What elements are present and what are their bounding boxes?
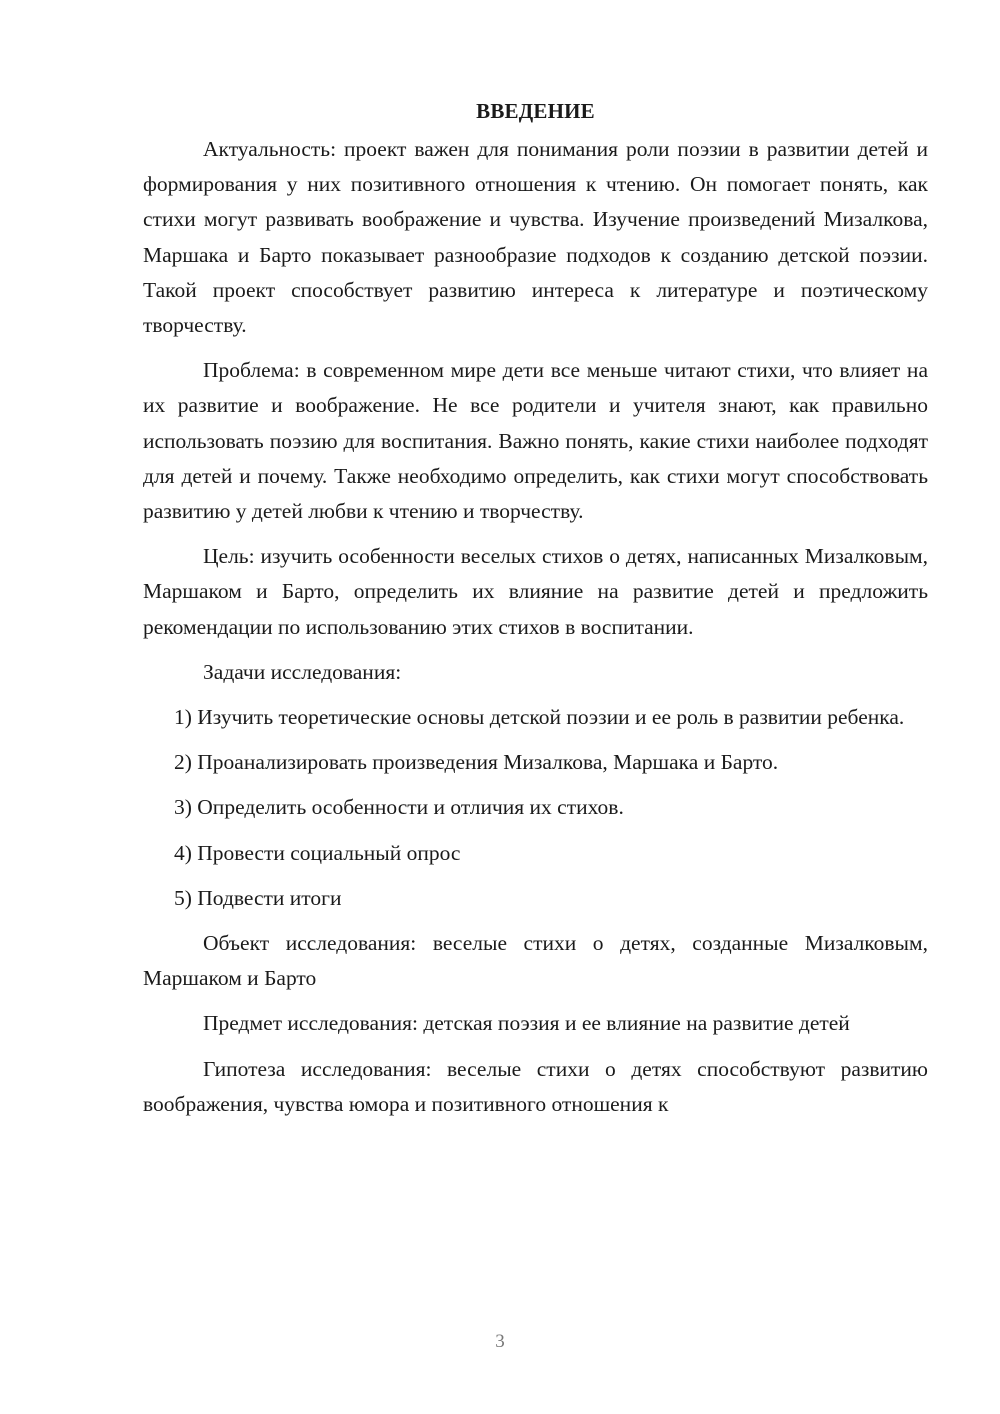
tasks-heading: Задачи исследования: <box>203 659 402 684</box>
task-item-2: 2) Проанализировать произведения Мизалкова, Маршака и Барто. <box>174 750 779 775</box>
task-item-3: 3) Определить особенности и отличия их стихов. <box>174 795 624 820</box>
problem-paragraph: Проблема: в современном мире дети все меньше читают стихи, что влияет на их развитие и воображение. Не все родители и учителя знают, как правильно использовать поэзию для воспитания. Важно понять, какие стихи наиболее подходят для детей и почему. Также необходимо определить, как стихи могут способствовать развитию у детей любви к чтению и творчеству. <box>143 358 928 524</box>
object-paragraph: Объект исследования: веселые стихи о детях, созданные Мизалковым, Маршаком и Барто <box>143 931 928 991</box>
subject-paragraph: Предмет исследования: детская поэзия и ее влияние на развитие детей <box>203 1011 850 1036</box>
relevance-paragraph: Актуальность: проект важен для понимания роли поэзии в развитии детей и формирования у них позитивного отношения к чтению. Он помогает понять, как стихи могут развивать воображение и чувства. Изучение произведений Мизалкова, Маршака и Барто показывает разнообразие подходов к созданию детской поэзии. Такой проект способствует развитию интереса к литературе и поэтическому творчеству. <box>143 137 928 338</box>
section-title: ВВЕДЕНИЕ <box>476 99 595 123</box>
hypothesis-paragraph: Гипотеза исследования: веселые стихи о детях способствуют развитию воображения, чувства юмора и позитивного отношения к <box>143 1056 928 1116</box>
task-item-4: 4) Провести социальный опрос <box>174 840 461 865</box>
task-item-1: 1) Изучить теоретические основы детской поэзии и ее роль в развитии ребенка. <box>174 705 905 730</box>
document-page <box>143 96 928 1132</box>
page-number: 3 <box>495 1331 505 1352</box>
task-item-5: 5) Подвести итоги <box>174 885 342 910</box>
goal-paragraph: Цель: изучить особенности веселых стихов о детях, написанных Мизалковым, Маршаком и Барто, определить их влияние на развитие детей и предложить рекомендации по использованию этих стихов в воспитании. <box>143 544 928 639</box>
